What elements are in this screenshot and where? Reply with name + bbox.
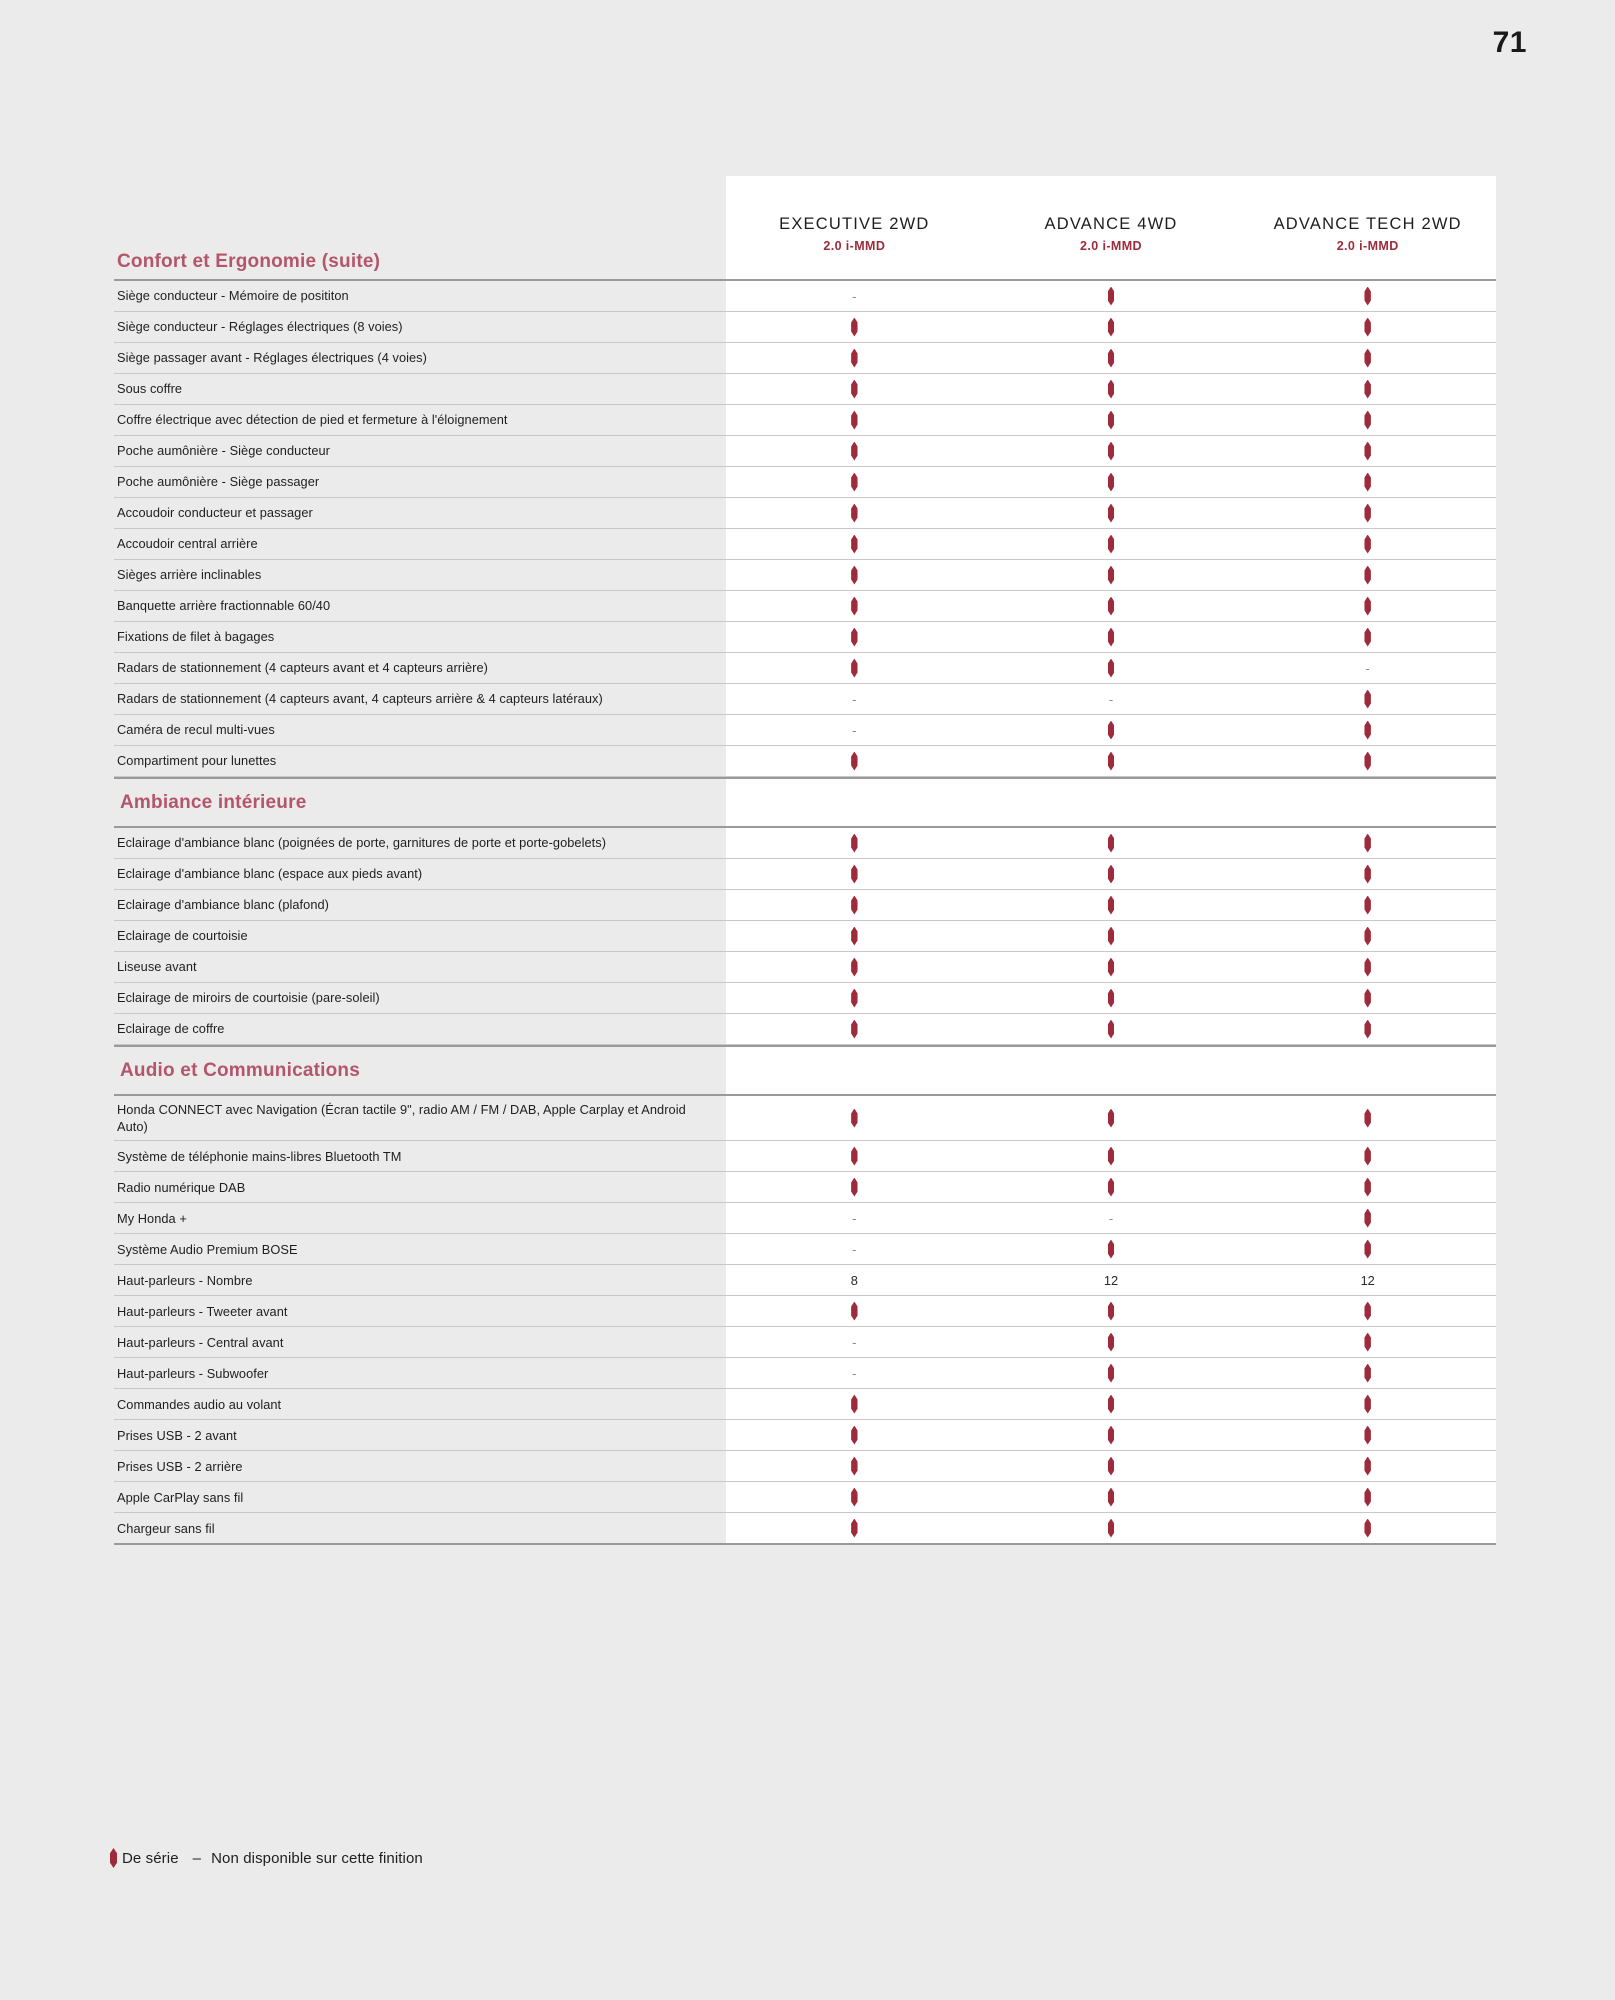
not-available-dash-icon: - — [852, 1365, 857, 1381]
spec-label-cell: Accoudoir conducteur et passager — [114, 498, 726, 528]
table-row — [114, 890, 1496, 921]
spec-value-text: 8 — [850, 1272, 858, 1288]
spec-value-cell — [1239, 921, 1496, 951]
column-trim-engine: 2.0 i-MMD — [1336, 239, 1399, 253]
not-available-dash-icon: - — [1365, 660, 1370, 676]
table-row — [114, 1172, 1496, 1203]
spec-value-cell — [726, 436, 983, 466]
table-row — [114, 374, 1496, 405]
not-available-dash-icon: - — [852, 1210, 857, 1226]
spec-value-cell — [983, 436, 1240, 466]
table-row — [114, 622, 1496, 653]
section-band — [114, 777, 1496, 828]
spec-value-cell — [983, 405, 1240, 435]
spec-value-cell — [983, 1513, 1240, 1543]
column-trim-name: ADVANCE TECH 2WD — [1273, 215, 1462, 234]
table-row — [114, 983, 1496, 1014]
spec-value-cell — [1239, 622, 1496, 652]
spec-value-cell — [726, 1327, 983, 1357]
spec-label-cell: Prises USB - 2 avant — [114, 1420, 726, 1450]
spec-label-cell: Haut-parleurs - Central avant — [114, 1327, 726, 1357]
spec-value-cell — [1239, 436, 1496, 466]
spec-value-cell — [726, 1141, 983, 1171]
section-band-spacer — [726, 1047, 1496, 1094]
spec-value-cell — [983, 467, 1240, 497]
spec-value-cell — [726, 622, 983, 652]
spec-label-cell: Eclairage d'ambiance blanc (poignées de porte, garnitures de porte et porte-gobelets) — [114, 828, 726, 858]
spec-value-cell — [1239, 498, 1496, 528]
spec-label-cell: Caméra de recul multi-vues — [114, 715, 726, 745]
spec-value-cell — [726, 1296, 983, 1326]
spec-value-cell — [1239, 1451, 1496, 1481]
spec-value-cell — [983, 983, 1240, 1013]
column-header-2 — [983, 214, 1240, 279]
spec-label-cell: Haut-parleurs - Tweeter avant — [114, 1296, 726, 1326]
spec-value-cell — [983, 312, 1240, 342]
spec-value-cell — [726, 529, 983, 559]
spec-value-cell — [983, 1234, 1240, 1264]
spec-value-cell — [726, 1234, 983, 1264]
spec-value-cell — [1239, 746, 1496, 776]
specification-comparison-sheet — [114, 176, 1496, 1545]
spec-value-cell — [726, 983, 983, 1013]
section-band-label-cell — [114, 1047, 726, 1094]
spec-label-cell: Radars de stationnement (4 capteurs avant, 4 capteurs arrière & 4 capteurs latéraux) — [114, 684, 726, 714]
table-row — [114, 467, 1496, 498]
spec-value-cell — [1239, 1420, 1496, 1450]
spec-value-cell — [1239, 684, 1496, 714]
table-row — [114, 312, 1496, 343]
spec-value-cell — [983, 828, 1240, 858]
spec-value-cell — [1239, 1296, 1496, 1326]
spec-value-cell — [726, 952, 983, 982]
spec-label-cell: Siège conducteur - Mémoire de posititon — [114, 281, 726, 311]
table-row — [114, 1327, 1496, 1358]
spec-label-cell: Siège conducteur - Réglages électriques (8 voies) — [114, 312, 726, 342]
spec-value-cell — [983, 343, 1240, 373]
column-trim-name: ADVANCE 4WD — [1044, 215, 1178, 234]
spec-label-cell: Accoudoir central arrière — [114, 529, 726, 559]
spec-value-cell — [983, 859, 1240, 889]
spec-value-cell — [1239, 529, 1496, 559]
spec-label-cell: Eclairage de coffre — [114, 1014, 726, 1044]
spec-value-cell — [983, 1203, 1240, 1233]
not-available-dash-icon: - — [852, 691, 857, 707]
legend-standard-label: De série — [122, 1849, 179, 1867]
spec-value-cell — [726, 343, 983, 373]
spec-value-cell — [983, 1096, 1240, 1140]
table-row — [114, 715, 1496, 746]
spec-label-cell: Sièges arrière inclinables — [114, 560, 726, 590]
spec-value-cell — [726, 1172, 983, 1202]
not-available-dash-icon: - — [1108, 1210, 1114, 1226]
sheet-content — [114, 176, 1496, 1545]
spec-label-cell: Haut-parleurs - Subwoofer — [114, 1358, 726, 1388]
table-row — [114, 1482, 1496, 1513]
table-row — [114, 279, 1496, 312]
spec-label-cell: Radars de stationnement (4 capteurs avant et 4 capteurs arrière) — [114, 653, 726, 683]
table-row — [114, 1513, 1496, 1545]
spec-value-cell — [726, 859, 983, 889]
spec-label-cell: Haut-parleurs - Nombre — [114, 1265, 726, 1295]
spec-label-cell: Fixations de filet à bagages — [114, 622, 726, 652]
spec-value-cell — [1239, 1327, 1496, 1357]
spec-value-cell — [983, 890, 1240, 920]
spec-value-cell — [726, 1482, 983, 1512]
spec-value-cell — [1239, 467, 1496, 497]
spec-value-cell — [1239, 560, 1496, 590]
table-row — [114, 1420, 1496, 1451]
table-row — [114, 684, 1496, 715]
table-row — [114, 1014, 1496, 1045]
spec-label-cell: Eclairage d'ambiance blanc (plafond) — [114, 890, 726, 920]
not-available-dash-icon: - — [852, 722, 857, 738]
table-header-row — [114, 176, 1496, 279]
spec-value-cell — [1239, 1141, 1496, 1171]
spec-value-cell — [983, 1296, 1240, 1326]
not-available-dash-icon: - — [1108, 691, 1114, 707]
table-row — [114, 746, 1496, 777]
spec-value-cell — [726, 684, 983, 714]
spec-label-cell: Sous coffre — [114, 374, 726, 404]
spec-value-cell — [983, 1327, 1240, 1357]
spec-value-cell — [726, 1389, 983, 1419]
spec-value-cell — [983, 1451, 1240, 1481]
spec-label-cell: Radio numérique DAB — [114, 1172, 726, 1202]
spec-value-cell — [983, 1420, 1240, 1450]
section-title: Ambiance intérieure — [120, 791, 307, 813]
spec-value-cell — [726, 1358, 983, 1388]
spec-value-cell — [1239, 1482, 1496, 1512]
spec-value-cell — [726, 1265, 983, 1295]
column-trim-engine: 2.0 i-MMD — [1080, 239, 1142, 253]
legend — [110, 1848, 423, 1868]
table-row — [114, 653, 1496, 684]
table-row — [114, 1234, 1496, 1265]
spec-value-cell — [983, 715, 1240, 745]
spec-value-cell — [726, 1451, 983, 1481]
spec-value-cell — [983, 498, 1240, 528]
spec-value-cell — [726, 890, 983, 920]
not-available-dash-icon: - — [852, 288, 857, 304]
spec-value-cell — [1239, 374, 1496, 404]
spec-value-cell — [1239, 828, 1496, 858]
spec-value-cell — [983, 1014, 1240, 1044]
table-row — [114, 952, 1496, 983]
column-header-3 — [1239, 214, 1496, 279]
spec-value-cell — [726, 1014, 983, 1044]
table-row — [114, 560, 1496, 591]
section-band — [114, 1045, 1496, 1096]
spec-value-cell — [726, 591, 983, 621]
spec-value-cell — [1239, 1358, 1496, 1388]
spec-value-text: 12 — [1103, 1272, 1119, 1288]
table-row — [114, 828, 1496, 859]
spec-value-cell — [1239, 983, 1496, 1013]
table-row — [114, 1096, 1496, 1141]
spec-value-cell — [726, 828, 983, 858]
spec-value-cell — [1239, 859, 1496, 889]
table-row — [114, 529, 1496, 560]
spec-value-cell — [1239, 653, 1496, 683]
spec-value-cell — [983, 1265, 1240, 1295]
spec-value-cell — [1239, 1513, 1496, 1543]
spec-label-cell: Apple CarPlay sans fil — [114, 1482, 726, 1512]
spec-value-cell — [726, 374, 983, 404]
spec-value-cell — [726, 498, 983, 528]
spec-value-cell — [726, 1096, 983, 1140]
spec-label-cell: Compartiment pour lunettes — [114, 746, 726, 776]
table-row — [114, 1296, 1496, 1327]
spec-label-cell: Poche aumônière - Siège conducteur — [114, 436, 726, 466]
table-row — [114, 1141, 1496, 1172]
spec-value-cell — [1239, 1265, 1496, 1295]
spec-value-cell — [726, 653, 983, 683]
spec-value-cell — [983, 684, 1240, 714]
spec-value-cell — [983, 1358, 1240, 1388]
spec-label-cell: Eclairage de miroirs de courtoisie (pare-soleil) — [114, 983, 726, 1013]
spec-value-cell — [1239, 1203, 1496, 1233]
spec-value-cell — [983, 1172, 1240, 1202]
spec-value-cell — [1239, 312, 1496, 342]
spec-value-cell — [983, 1141, 1240, 1171]
spec-label-cell: Système Audio Premium BOSE — [114, 1234, 726, 1264]
spec-value-cell — [726, 560, 983, 590]
table-row — [114, 343, 1496, 374]
header-label-cell — [114, 251, 726, 279]
section-band-spacer — [726, 779, 1496, 826]
table-row — [114, 1265, 1496, 1296]
spec-value-cell — [983, 921, 1240, 951]
not-available-dash-icon: - — [852, 1241, 857, 1257]
spec-value-cell — [726, 405, 983, 435]
spec-value-text: 12 — [1360, 1272, 1375, 1288]
spec-label-cell: Eclairage de courtoisie — [114, 921, 726, 951]
spec-value-cell — [1239, 591, 1496, 621]
spec-value-cell — [726, 1203, 983, 1233]
spec-value-cell — [726, 715, 983, 745]
table-row — [114, 405, 1496, 436]
spec-value-cell — [983, 560, 1240, 590]
table-row — [114, 859, 1496, 890]
spec-value-cell — [983, 1482, 1240, 1512]
spec-value-cell — [983, 281, 1240, 311]
section-title: Confort et Ergonomie (suite) — [117, 251, 381, 272]
table-row — [114, 498, 1496, 529]
spec-label-cell: Liseuse avant — [114, 952, 726, 982]
spec-label-cell: Siège passager avant - Réglages électriques (4 voies) — [114, 343, 726, 373]
not-available-dash-icon: - — [852, 1334, 857, 1350]
spec-value-cell — [1239, 715, 1496, 745]
spec-value-cell — [726, 746, 983, 776]
spec-value-cell — [983, 952, 1240, 982]
spec-label-cell: Poche aumônière - Siège passager — [114, 467, 726, 497]
spec-label-cell: Eclairage d'ambiance blanc (espace aux pieds avant) — [114, 859, 726, 889]
spec-label-cell: Banquette arrière fractionnable 60/40 — [114, 591, 726, 621]
spec-label-cell: Prises USB - 2 arrière — [114, 1451, 726, 1481]
standard-diamond-icon — [110, 1848, 117, 1868]
spec-label-cell: Système de téléphonie mains-libres Bluetooth TM — [114, 1141, 726, 1171]
legend-dash-icon: – — [192, 1849, 202, 1867]
spec-value-cell — [1239, 1234, 1496, 1264]
spec-value-cell — [1239, 952, 1496, 982]
spec-value-cell — [983, 622, 1240, 652]
spec-value-cell — [726, 1420, 983, 1450]
spec-value-cell — [983, 591, 1240, 621]
spec-value-cell — [1239, 281, 1496, 311]
spec-value-cell — [983, 653, 1240, 683]
spec-value-cell — [726, 312, 983, 342]
column-header-1 — [726, 214, 983, 279]
spec-value-cell — [1239, 405, 1496, 435]
spec-value-cell — [1239, 1014, 1496, 1044]
spec-value-cell — [1239, 343, 1496, 373]
spec-label-cell: Chargeur sans fil — [114, 1513, 726, 1543]
table-row — [114, 1389, 1496, 1420]
legend-unavailable-label: Non disponible sur cette finition — [211, 1849, 423, 1867]
table-row — [114, 1203, 1496, 1234]
spec-label-cell: My Honda + — [114, 1203, 726, 1233]
spec-label-cell: Honda CONNECT avec Navigation (Écran tactile 9", radio AM / FM / DAB, Apple Carplay et Android Auto) — [114, 1096, 726, 1140]
table-row — [114, 921, 1496, 952]
spec-value-cell — [983, 374, 1240, 404]
column-trim-name: EXECUTIVE 2WD — [779, 215, 930, 234]
spec-value-cell — [726, 467, 983, 497]
spec-value-cell — [983, 746, 1240, 776]
spec-label-cell: Coffre électrique avec détection de pied et fermeture à l'éloignement — [114, 405, 726, 435]
spec-value-cell — [726, 921, 983, 951]
spec-value-cell — [1239, 890, 1496, 920]
table-row — [114, 1451, 1496, 1482]
spec-value-cell — [726, 281, 983, 311]
section-title: Audio et Communications — [120, 1059, 360, 1081]
section-band-label-cell — [114, 779, 726, 826]
spec-value-cell — [1239, 1172, 1496, 1202]
spec-value-cell — [983, 1389, 1240, 1419]
page-number: 71 — [1492, 26, 1527, 59]
spec-value-cell — [983, 529, 1240, 559]
column-trim-engine: 2.0 i-MMD — [823, 239, 886, 253]
spec-value-cell — [1239, 1389, 1496, 1419]
spec-value-cell — [1239, 1096, 1496, 1140]
spec-label-cell: Commandes audio au volant — [114, 1389, 726, 1419]
table-row — [114, 1358, 1496, 1389]
table-row — [114, 436, 1496, 467]
spec-value-cell — [726, 1513, 983, 1543]
table-row — [114, 591, 1496, 622]
